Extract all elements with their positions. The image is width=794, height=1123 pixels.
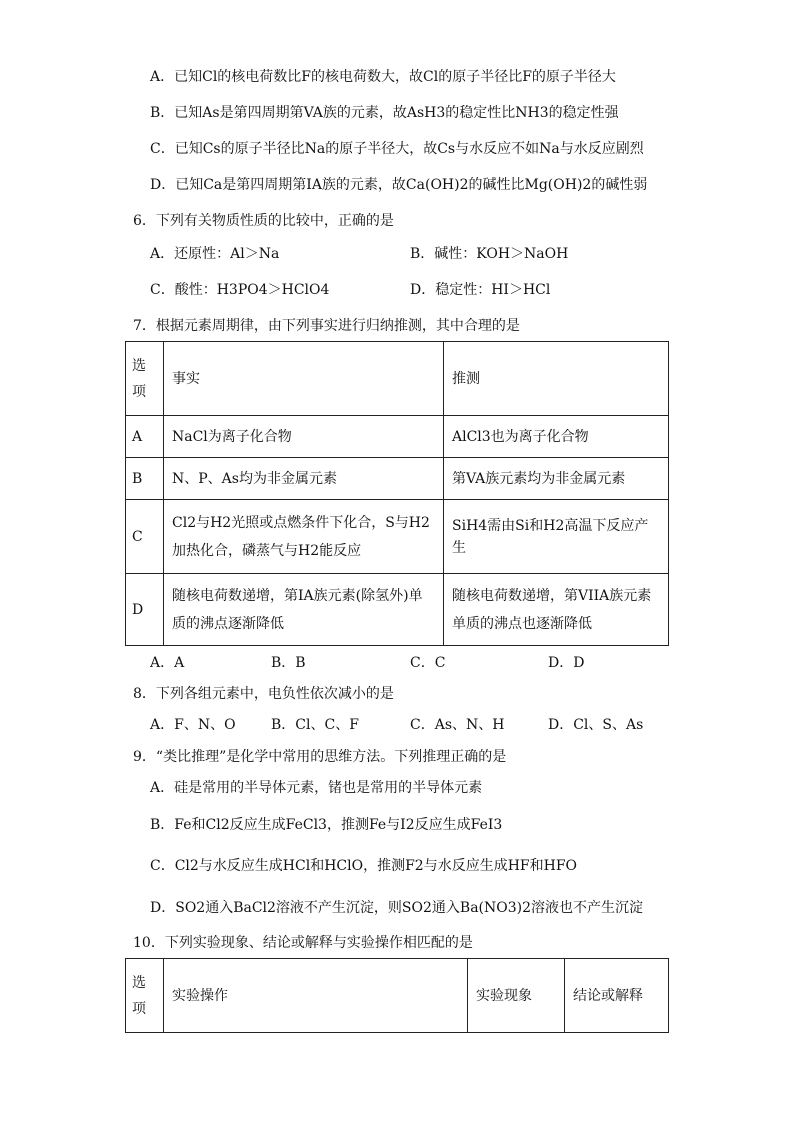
q7-row-a-option: A <box>126 416 164 458</box>
q7-row-a-fact: NaCl为离子化合物 <box>164 416 444 458</box>
q5-option-c: C．已知Cs的原子半径比Na的原子半径大，故Cs与水反应不如Na与水反应剧烈 <box>150 141 644 157</box>
q7-choice-b: B．B <box>271 655 306 671</box>
q7-row-c <box>126 500 669 574</box>
q7-header-fact: 事实 <box>164 342 444 416</box>
q10-header-option <box>126 959 164 1033</box>
q6-option-c: C．酸性：H3PO4＞HClO4 <box>150 282 330 298</box>
q10-header-row <box>126 959 669 1033</box>
q5-option-a: A．已知Cl的核电荷数比F的核电荷数大，故Cl的原子半径比F的原子半径大 <box>150 69 616 85</box>
q9-option-b: B．Fe和Cl2反应生成FeCl3，推测Fe与I2反应生成FeI3 <box>150 817 503 833</box>
q7-row-b <box>126 458 669 500</box>
q7-row-c-inference: SiH4需由Si和H2高温下反应产生 <box>444 500 669 574</box>
q5-option-d: D．已知Ca是第四周期第ⅠA族的元素，故Ca(OH)2的碱性比Mg(OH)2的碱性弱 <box>150 177 648 193</box>
q7-choice-d: D．D <box>548 655 585 671</box>
q10-header-operation: 实验操作 <box>164 959 468 1033</box>
q7-choice-c: C．C <box>410 655 446 671</box>
q6-option-d: D．稳定性：HI＞HCl <box>410 282 551 298</box>
q6-option-b: B．碱性：KOH＞NaOH <box>410 246 569 262</box>
q9-stem: 9．“类比推理”是化学中常用的思维方法。下列推理正确的是 <box>133 749 507 765</box>
q7-row-a-inference: AlCl3也为离子化合物 <box>444 416 669 458</box>
q8-choice-a: A．F、N、O <box>150 717 236 733</box>
q7-row-b-fact: N、P、As均为非金属元素 <box>164 458 444 500</box>
q9-option-d: D．SO2通入BaCl2溶液不产生沉淀，则SO2通入Ba(NO3)2溶液也不产生沉淀 <box>150 900 644 916</box>
q8-choice-d: D．Cl、S、As <box>548 717 644 733</box>
q7-row-a <box>126 416 669 458</box>
q7-row-d-inference: 随核电荷数递增，第VIIA族元素单质的沸点也逐渐降低 <box>444 574 669 646</box>
q7-header-row <box>126 342 669 416</box>
q6-stem: 6．下列有关物质性质的比较中，正确的是 <box>133 213 394 229</box>
q7-header-option <box>126 342 164 416</box>
q7-header-inference: 推测 <box>444 342 669 416</box>
q10-stem: 10．下列实验现象、结论或解释与实验操作相匹配的是 <box>133 935 473 951</box>
q6-option-a: A．还原性：Al＞Na <box>150 246 280 262</box>
q7-row-d <box>126 574 669 646</box>
q10-header-phenomenon: 实验现象 <box>468 959 565 1033</box>
q9-option-c: C．Cl2与水反应生成HCl和HClO，推测F2与水反应生成HF和HFO <box>150 858 578 874</box>
q7-row-c-option: C <box>126 500 164 574</box>
q7-choice-a: A．A <box>150 655 185 671</box>
q5-option-b: B．已知As是第四周期第VA族的元素，故AsH3的稳定性比NH3的稳定性强 <box>150 105 619 121</box>
q8-stem: 8．下列各组元素中，电负性依次减小的是 <box>133 686 394 702</box>
q7-row-b-inference: 第VA族元素均为非金属元素 <box>444 458 669 500</box>
q10-table <box>125 958 669 1033</box>
q10-header-conclusion: 结论或解释 <box>565 959 669 1033</box>
q8-choice-c: C．As、N、H <box>410 717 505 733</box>
q10-header-option-text: 选项 <box>132 974 146 1017</box>
q7-header-option-text: 选项 <box>132 357 146 400</box>
q7-row-d-fact: 随核电荷数递增，第IA族元素(除氢外)单质的沸点逐渐降低 <box>164 574 444 646</box>
q7-row-c-fact: Cl2与H2光照或点燃条件下化合，S与H2加热化合，磷蒸气与H2能反应 <box>164 500 444 574</box>
q7-stem: 7．根据元素周期律，由下列事实进行归纳推测，其中合理的是 <box>133 318 520 334</box>
q7-row-b-option: B <box>126 458 164 500</box>
q9-option-a: A．硅是常用的半导体元素，锗也是常用的半导体元素 <box>150 780 483 796</box>
q7-row-d-option: D <box>126 574 164 646</box>
q7-table <box>125 341 669 646</box>
q8-choice-b: B．Cl、C、F <box>271 717 359 733</box>
